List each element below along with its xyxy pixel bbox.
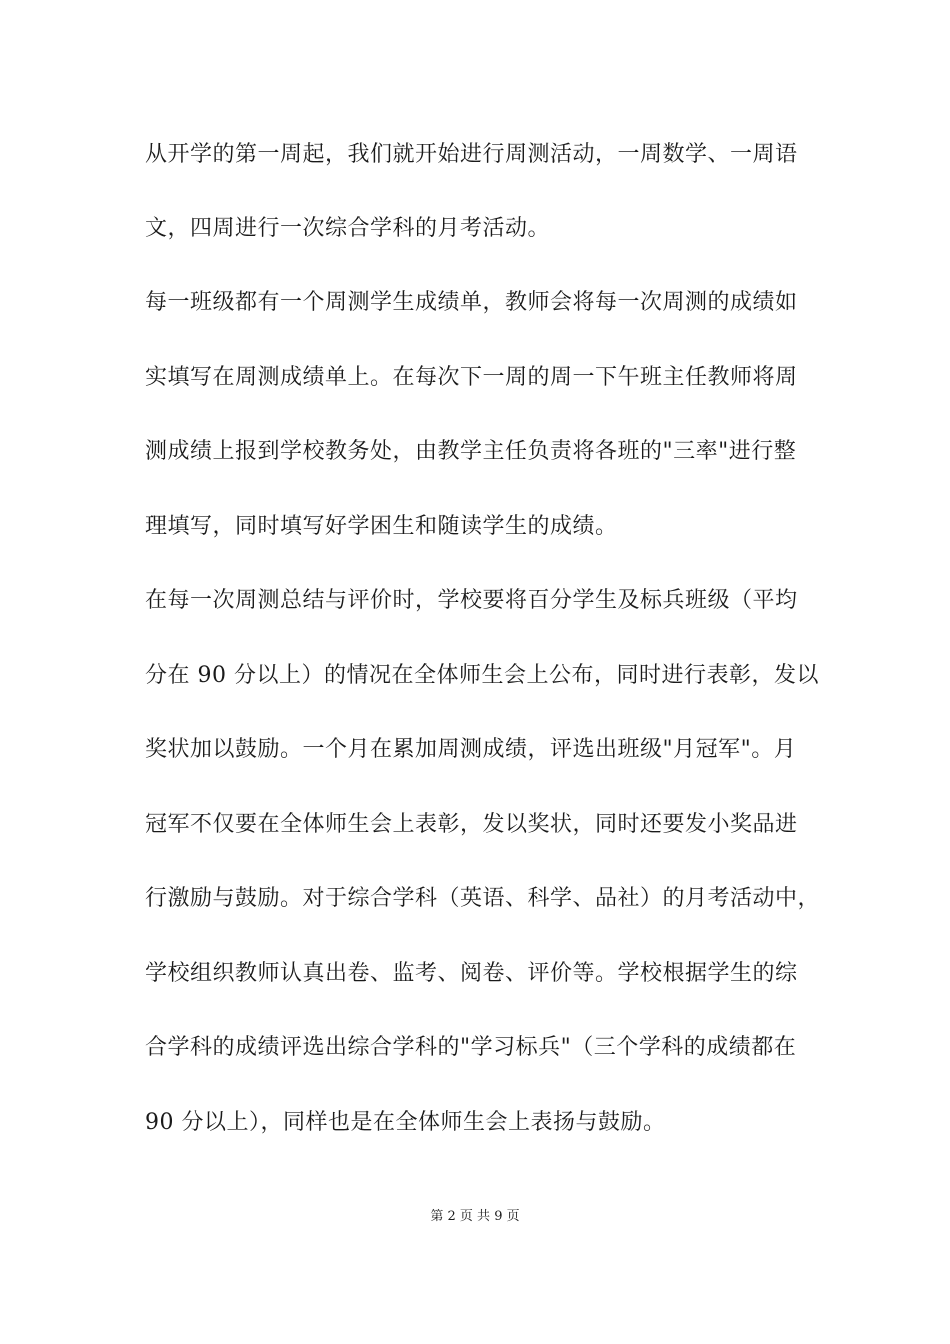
paragraph-line: 合学科的成绩评选出综合学科的"学习标兵"（三个学科的成绩都在 [145, 1035, 797, 1060]
paragraph-line: 每一班级都有一个周测学生成绩单，教师会将每一次周测的成绩如 [145, 290, 798, 315]
paragraph-line: 学校组织教师认真出卷、监考、阅卷、评价等。学校根据学生的综 [145, 961, 798, 986]
page-number-footer: 第 2 页 共 9 页 [430, 1209, 520, 1224]
paragraph-line: 冠军不仅要在全体师生会上表彰，发以奖状，同时还要发小奖品进 [145, 812, 798, 837]
paragraph-line: 实填写在周测成绩单上。在每次下一周的周一下午班主任教师将周 [145, 365, 798, 390]
paragraph-line: 分在 90 分以上）的情况在全体师生会上公布，同时进行表彰，发以 [145, 663, 819, 688]
paragraph-line: 90 分以上），同样也是在全体师生会上表扬与鼓励。 [145, 1110, 666, 1135]
paragraph-line: 文，四周进行一次综合学科的月考活动。 [145, 216, 551, 241]
paragraph-line: 奖状加以鼓励。一个月在累加周测成绩，评选出班级"月冠军"。月 [145, 737, 797, 762]
paragraph-line: 行激励与鼓励。对于综合学科（英语、科学、品社）的月考活动中， [145, 886, 821, 911]
paragraph-line: 测成绩上报到学校教务处，由教学主任负责将各班的"三率"进行整 [145, 439, 797, 464]
paragraph-line: 从开学的第一周起，我们就开始进行周测活动，一周数学、一周语 [145, 142, 798, 167]
paragraph-line: 理填写，同时填写好学困生和随读学生的成绩。 [145, 514, 618, 539]
paragraph-line: 在每一次周测总结与评价时，学校要将百分学生及标兵班级（平均 [145, 588, 798, 613]
